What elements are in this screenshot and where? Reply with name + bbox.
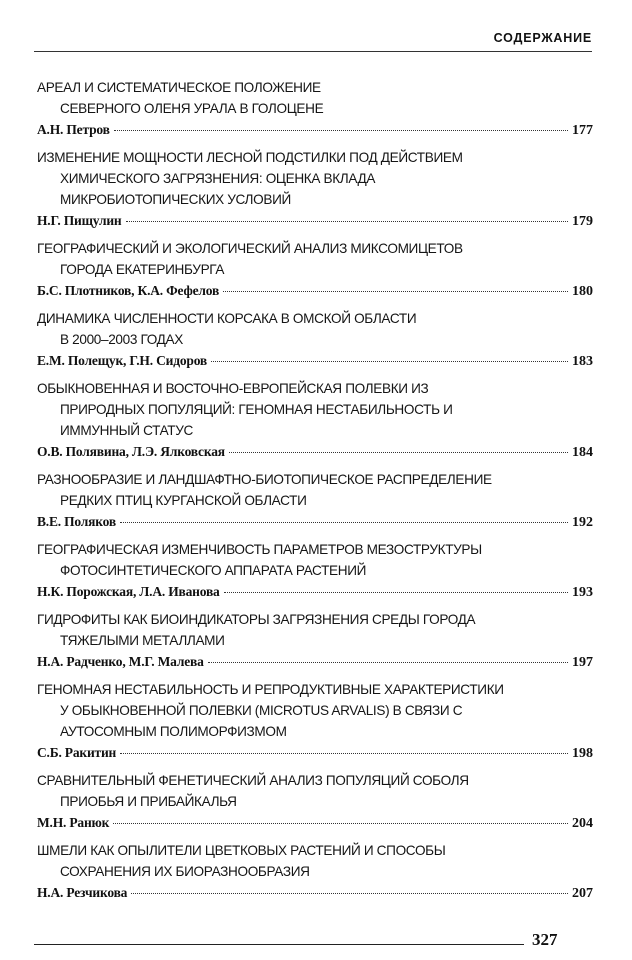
toc-entry (37, 539, 593, 603)
entry-page-number: 204 (572, 816, 593, 831)
entry-author-row (37, 742, 593, 764)
entry-page-number: 192 (572, 515, 593, 530)
footer-rule (34, 944, 524, 945)
entry-page-number: 197 (572, 655, 593, 670)
entry-title-line: ШМЕЛИ КАК ОПЫЛИТЕЛИ ЦВЕТКОВЫХ РАСТЕНИЙ И СПОСОБЫ (37, 843, 446, 858)
entry-authors: Н.Г. Пищулин (37, 213, 122, 228)
entry-authors: Н.А. Радченко, М.Г. Малева (37, 654, 204, 669)
entry-author-row (37, 651, 593, 673)
entry-title-line: СОХРАНЕНИЯ ИХ БИОРАЗНООБРАЗИЯ (60, 864, 310, 879)
entry-title-line: ТЯЖЕЛЫМИ МЕТАЛЛАМИ (60, 633, 225, 648)
entry-page-number: 179 (572, 214, 593, 229)
dot-leader (229, 452, 568, 453)
table-of-contents (37, 77, 593, 910)
entry-title-line: АРЕАЛ И СИСТЕМАТИЧЕСКОЕ ПОЛОЖЕНИЕ (37, 80, 321, 95)
toc-entry (37, 147, 593, 232)
dot-leader (126, 221, 568, 222)
dot-leader (211, 361, 568, 362)
entry-title-line: У ОБЫКНОВЕННОЙ ПОЛЕВКИ (MICROTUS ARVALIS) В СВЯЗИ С (60, 703, 463, 718)
dot-leader (120, 522, 568, 523)
toc-entry (37, 238, 593, 302)
entry-page-number: 193 (572, 585, 593, 600)
entry-author-row (37, 210, 593, 232)
entry-title-line: ПРИОБЬЯ И ПРИБАЙКАЛЬЯ (60, 794, 237, 809)
entry-title-line: ГЕОГРАФИЧЕСКИЙ И ЭКОЛОГИЧЕСКИЙ АНАЛИЗ МИКСОМИЦЕТОВ (37, 241, 463, 256)
entry-title-line: ГЕНОМНАЯ НЕСТАБИЛЬНОСТЬ И РЕПРОДУКТИВНЫЕ ХАРАКТЕРИСТИКИ (37, 682, 504, 697)
entry-authors: А.Н. Петров (37, 122, 110, 137)
entry-authors: В.Е. Поляков (37, 514, 116, 529)
entry-authors: Е.М. Полещук, Г.Н. Сидоров (37, 353, 207, 368)
entry-authors: Н.К. Порожская, Л.А. Иванова (37, 584, 220, 599)
dot-leader (223, 291, 568, 292)
header-title: СОДЕРЖАНИЕ (493, 31, 592, 45)
entry-page-number: 183 (572, 354, 593, 369)
entry-title-line: РЕДКИХ ПТИЦ КУРГАНСКОЙ ОБЛАСТИ (60, 493, 307, 508)
entry-title-line: ИЗМЕНЕНИЕ МОЩНОСТИ ЛЕСНОЙ ПОДСТИЛКИ ПОД ДЕЙСТВИЕМ (37, 150, 463, 165)
entry-authors: С.Б. Ракитин (37, 745, 117, 760)
dot-leader (114, 130, 568, 131)
entry-author-row (37, 280, 593, 302)
toc-entry (37, 770, 593, 834)
entry-title-line: АУТОСОМНЫМ ПОЛИМОРФИЗМОМ (60, 724, 287, 739)
dot-leader (224, 592, 568, 593)
entry-title-line: ФОТОСИНТЕТИЧЕСКОГО АППАРАТА РАСТЕНИЙ (60, 563, 367, 578)
dot-leader (113, 823, 568, 824)
toc-entry (37, 840, 593, 904)
entry-title-line: РАЗНООБРАЗИЕ И ЛАНДШАФТНО-БИОТОПИЧЕСКОЕ РАСПРЕДЕЛЕНИЕ (37, 472, 492, 487)
entry-title-line: ГОРОДА ЕКАТЕРИНБУРГА (60, 262, 225, 277)
entry-title-line: ОБЫКНОВЕННАЯ И ВОСТОЧНО-ЕВРОПЕЙСКАЯ ПОЛЕВКИ ИЗ (37, 381, 429, 396)
entry-authors: М.Н. Ранюк (37, 815, 110, 830)
entry-title-line: ИММУННЫЙ СТАТУС (60, 423, 193, 438)
toc-entry (37, 378, 593, 463)
entry-title-line: В 2000–2003 ГОДАХ (60, 332, 183, 347)
entry-authors: Б.С. Плотников, К.А. Фефелов (37, 283, 220, 298)
entry-title-line: ДИНАМИКА ЧИСЛЕННОСТИ КОРСАКА В ОМСКОЙ ОБЛАСТИ (37, 311, 417, 326)
entry-title-line: ГИДРОФИТЫ КАК БИОИНДИКАТОРЫ ЗАГРЯЗНЕНИЯ СРЕДЫ ГОРОДА (37, 612, 476, 627)
entry-page-number: 207 (572, 886, 593, 901)
entry-title-line: ГЕОГРАФИЧЕСКАЯ ИЗМЕНЧИВОСТЬ ПАРАМЕТРОВ МЕЗОСТРУКТУРЫ (37, 542, 482, 557)
entry-author-row (37, 511, 593, 533)
dot-leader (131, 893, 568, 894)
entry-title-line: МИКРОБИОТОПИЧЕСКИХ УСЛОВИЙ (60, 192, 291, 207)
dot-leader (208, 662, 568, 663)
running-header (34, 31, 592, 52)
entry-title-line: ХИМИЧЕСКОГО ЗАГРЯЗНЕНИЯ: ОЦЕНКА ВКЛАДА (60, 171, 376, 186)
toc-entry (37, 308, 593, 372)
entry-author-row (37, 350, 593, 372)
entry-title-line: ПРИРОДНЫХ ПОПУЛЯЦИЙ: ГЕНОМНАЯ НЕСТАБИЛЬНОСТЬ И (60, 402, 453, 417)
entry-page-number: 198 (572, 746, 593, 761)
entry-title-line: СЕВЕРНОГО ОЛЕНЯ УРАЛА В ГОЛОЦЕНЕ (60, 101, 324, 116)
entry-authors: Н.А. Резчикова (37, 885, 128, 900)
toc-entry (37, 469, 593, 533)
toc-entry (37, 77, 593, 141)
entry-author-row (37, 441, 593, 463)
entry-author-row (37, 882, 593, 904)
entry-author-row (37, 119, 593, 141)
entry-author-row (37, 812, 593, 834)
toc-entry (37, 679, 593, 764)
entry-page-number: 180 (572, 284, 593, 299)
dot-leader (120, 753, 568, 754)
entry-authors: О.В. Полявина, Л.Э. Ялковская (37, 444, 225, 459)
toc-entry (37, 609, 593, 673)
entry-page-number: 184 (572, 445, 593, 460)
page-number: 327 (532, 930, 558, 949)
entry-page-number: 177 (572, 123, 593, 138)
entry-title-line: СРАВНИТЕЛЬНЫЙ ФЕНЕТИЧЕСКИЙ АНАЛИЗ ПОПУЛЯЦИЙ СОБОЛЯ (37, 773, 469, 788)
entry-author-row (37, 581, 593, 603)
